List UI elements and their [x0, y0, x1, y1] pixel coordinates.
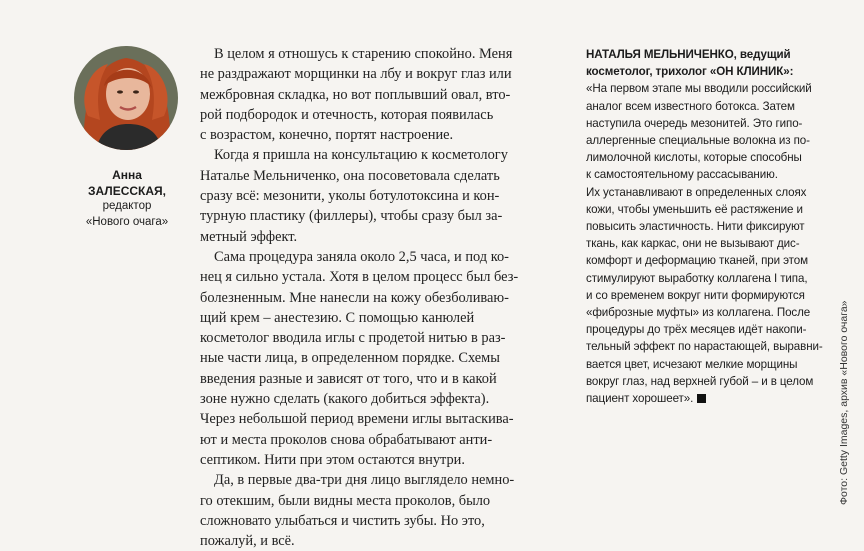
expert-line: «фиброзные муфты» из коллагена. После	[586, 306, 811, 320]
expert-line: кожи, чтобы уменьшить её растяжение и	[586, 202, 803, 216]
article-line: ют и места проколов снова обрабатывают анти-	[200, 431, 493, 448]
article-body	[200, 44, 568, 551]
expert-line: ткань, как каркас, они не вызывают дис-	[586, 237, 800, 251]
expert-line: процедуры до трёх месяцев идёт накопи-	[586, 323, 807, 337]
expert-line: комфорт и деформацию тканей, при этом	[586, 254, 808, 268]
expert-line: и со временем вокруг нити формируются	[586, 288, 805, 302]
expert-line: аллергенные специальные волокна из по-	[586, 134, 810, 148]
expert-last-line	[586, 390, 826, 407]
expert-header-line2: косметолог, трихолог «ОН КЛИНИК»:	[586, 65, 794, 79]
article-line: Когда я пришла на консультацию к косметологу	[214, 147, 508, 164]
author-role-line2: «Нового очага»	[85, 215, 169, 228]
article-line: В целом я отношусь к старению спокойно. Меня	[214, 46, 513, 62]
author-photo	[74, 46, 178, 150]
expert-line: вается цвет, исчезают мелкие морщины	[586, 357, 798, 371]
article-line: сразу всё: мезонити, уколы ботулотоксина и кон-	[200, 188, 500, 205]
article-line: Через небольшой период времени иглы вытаскива-	[200, 411, 514, 428]
article-line: го отекшим, были видны места проколов, было	[200, 492, 491, 509]
article-line: ные части лица, в определенном порядке. Схемы	[200, 350, 500, 367]
article-line: с возрастом, конечно, портят настроение.	[200, 127, 454, 144]
expert-line: повысить эластичность. Нити фиксируют	[586, 220, 805, 234]
expert-line: лимолочной кислоты, которые способны	[586, 151, 802, 165]
article-line: рой подбородок и отечность, которая появилась	[200, 106, 494, 123]
expert-closing-text: пациент хорошеет».	[586, 392, 694, 406]
article-line: Да, в первые два-три дня лицо выглядело немно-	[214, 472, 515, 489]
expert-header-line1	[586, 46, 826, 63]
article-line: щий крем – анестезию. С помощью канюлей	[200, 309, 475, 326]
photo-credit: Фото: Getty Images, архив «Нового очага»	[838, 300, 850, 505]
author-role-line1: редактор	[102, 200, 152, 212]
article-line: межбровная складка, но вот поплывший овал, вто-	[200, 86, 511, 103]
article-line: косметолог вводила иглы с продетой нитью в раз-	[200, 330, 506, 347]
article-line: болезненным. Мне нанесли на кожу обезболиваю-	[200, 289, 509, 306]
article-line: Наталье Мельниченко, она посоветовала сделать	[200, 167, 500, 184]
expert-line: вокруг глаз, над верхней губой – и в целом	[586, 374, 814, 388]
expert-name: НАТАЛЬЯ МЕЛЬНИЧЕНКО,	[586, 48, 737, 61]
article-line: метный эффект.	[200, 228, 298, 245]
expert-title-start: ведущий	[736, 48, 791, 61]
article-line: пожалуй, и всё.	[200, 533, 295, 550]
article-line: введения разные и зависят от того, что и в какой	[200, 370, 497, 387]
article-line: септиком. Нити при этом остаются внутри.	[200, 451, 465, 468]
article-line: Сама процедура заняла около 2,5 часа, и под ко-	[214, 248, 509, 265]
author-last-name: ЗАЛЕССКАЯ,	[87, 183, 167, 198]
expert-comment	[586, 46, 826, 407]
end-mark-icon	[697, 394, 706, 403]
expert-line: аналог всем известного ботокса. Затем	[586, 99, 795, 113]
expert-line: «На первом этапе мы вводили российский	[586, 82, 812, 96]
article-line: турную пластику (филлеры), чтобы сразу был за-	[200, 208, 503, 225]
expert-line: стимулируют выработку коллагена I типа,	[586, 271, 808, 285]
article-line: нец я сильно устала. Хотя в целом процесс был без-	[200, 269, 519, 286]
expert-line: к самостоятельному рассасыванию.	[586, 168, 778, 182]
article-line: сложновато улыбаться и чистить зубы. Но это,	[200, 512, 485, 529]
article-line: не раздражают морщинки на лбу и вокруг глаз или	[200, 66, 512, 83]
author-byline	[66, 168, 188, 230]
expert-line: наступила очередь мезонитей. Это гипо-	[586, 116, 803, 130]
expert-line: Их устанавливают в определенных слоях	[586, 185, 807, 199]
article-line: зоне нужно сделать (какого добиться эффекта).	[200, 391, 490, 408]
author-first-name: Анна	[112, 168, 142, 182]
expert-line: тельный эффект по нарастающей, выравни-	[586, 340, 823, 354]
